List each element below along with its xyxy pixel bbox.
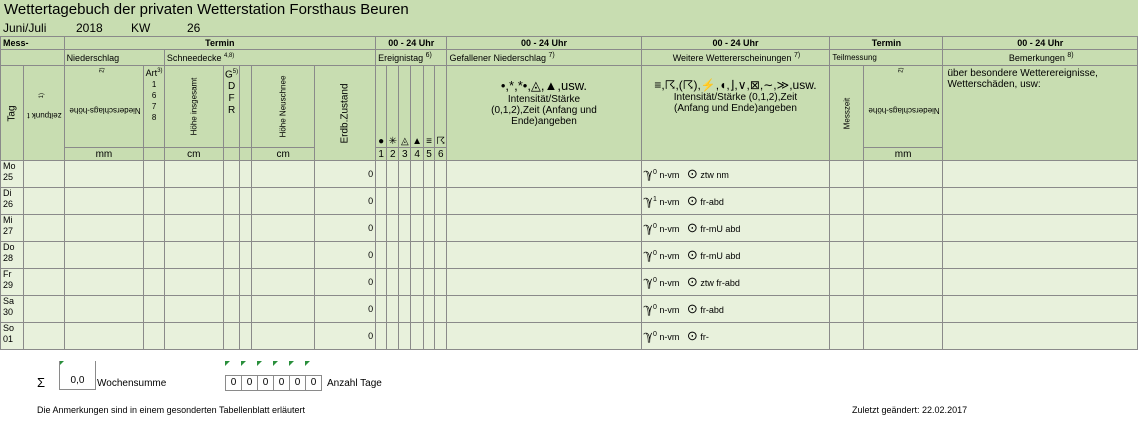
sun-ring-icon: ⊙: [686, 220, 698, 235]
ereignis-cell[interactable]: [376, 269, 387, 296]
messzeit-cell[interactable]: [830, 242, 863, 269]
data-cell[interactable]: [23, 269, 64, 296]
ereignis-cell[interactable]: [411, 296, 424, 323]
gefallener-cell[interactable]: [447, 188, 641, 215]
data-cell[interactable]: [223, 296, 240, 323]
nd-hoehe2-header: Niederschlags-höhe $^{2)}$: [863, 66, 943, 148]
count-box: 0: [305, 375, 322, 391]
unit-cm-neu: cm: [252, 148, 315, 161]
ereignis-cell[interactable]: [387, 242, 399, 269]
data-cell[interactable]: [64, 161, 144, 188]
data-cell[interactable]: [23, 242, 64, 269]
messzeit-cell[interactable]: [830, 188, 863, 215]
ereignis-cell[interactable]: [435, 269, 447, 296]
data-cell[interactable]: [223, 242, 240, 269]
bemerkung-cell[interactable]: [943, 161, 1138, 188]
ereignis-cell[interactable]: [423, 269, 434, 296]
teilmessung-header: Teilmessung: [830, 50, 943, 66]
ereignis-cell[interactable]: [435, 161, 447, 188]
data-cell[interactable]: [240, 296, 252, 323]
data-cell[interactable]: [23, 188, 64, 215]
ereignis-cell[interactable]: [387, 161, 399, 188]
ereignis-cell[interactable]: [435, 242, 447, 269]
data-cell[interactable]: [252, 296, 315, 323]
messzeit-cell[interactable]: [830, 296, 863, 323]
count-box: 0: [289, 375, 306, 391]
data-cell[interactable]: [144, 269, 165, 296]
gefallener-legend: •,*,*•,◬,▲,usw. Intensität/Stärke (0,1,2),Zeit (Anfang und Ende)angeben: [447, 66, 641, 161]
data-cell[interactable]: [252, 242, 315, 269]
dew-icon: ℽ: [643, 247, 653, 262]
data-cell[interactable]: [164, 242, 223, 269]
data-cell[interactable]: [240, 269, 252, 296]
data-cell[interactable]: [23, 323, 64, 350]
teil-nd-cell[interactable]: [863, 323, 943, 350]
gefallener-cell[interactable]: [447, 242, 641, 269]
messzeit-cell[interactable]: [830, 215, 863, 242]
uhr2-header: 00 - 24 Uhr: [447, 37, 641, 50]
data-cell[interactable]: [240, 242, 252, 269]
data-cell[interactable]: [252, 161, 315, 188]
data-cell[interactable]: [240, 188, 252, 215]
day-cell: Fr 29: [1, 269, 24, 296]
day-cell: Di 26: [1, 188, 24, 215]
ereignis-symbol-2: ✳: [387, 66, 399, 148]
gdfr-header: $G^{5)}$ D F R: [223, 66, 240, 148]
niederschlag-header: Niederschlag: [64, 50, 164, 66]
data-cell[interactable]: [252, 269, 315, 296]
count-box: 0: [225, 375, 242, 391]
ereignis-symbol-1: ●: [376, 66, 387, 148]
data-cell[interactable]: [223, 188, 240, 215]
gefallener-cell[interactable]: [447, 215, 641, 242]
ereignis-cell[interactable]: [376, 161, 387, 188]
ereignis-cell[interactable]: [411, 269, 424, 296]
ereignis-cell[interactable]: [399, 215, 411, 242]
ereignis-cell[interactable]: [399, 188, 411, 215]
ereignis-cell[interactable]: [387, 215, 399, 242]
data-cell[interactable]: [64, 215, 144, 242]
ereignis-cell[interactable]: [411, 242, 424, 269]
erdb-cell[interactable]: 0: [315, 215, 376, 242]
weitere-legend: ≡,☈,(☈),⚡,◖,⌋,∨,⊠,∼,≫,usw. Intensität/Stärke (0,1,2),Zeit (Anfang und Ende)angeben: [641, 66, 830, 161]
bemerkung-cell[interactable]: [943, 188, 1138, 215]
data-cell[interactable]: [64, 188, 144, 215]
ereignis-cell[interactable]: [399, 296, 411, 323]
ereignis-cell[interactable]: [423, 215, 434, 242]
bemerkungen-text: über besondere Wetterereignisse, Wetterschäden, usw:: [943, 66, 1138, 161]
ereignis-cell[interactable]: [411, 215, 424, 242]
teil-nd-cell[interactable]: [863, 215, 943, 242]
count-box: 0: [257, 375, 274, 391]
ereignis-num-3: 3: [399, 148, 411, 161]
erdb-cell[interactable]: 0: [315, 323, 376, 350]
bemerkung-cell[interactable]: [943, 323, 1138, 350]
data-cell[interactable]: [223, 269, 240, 296]
data-cell[interactable]: [144, 161, 165, 188]
data-cell[interactable]: [164, 215, 223, 242]
last-changed: Zuletzt geändert: 22.02.2017: [852, 405, 968, 415]
hoehe-neu-header: Höhe Neuschnee: [252, 66, 315, 148]
ereignis-cell[interactable]: [423, 296, 434, 323]
ereignis-cell[interactable]: [423, 323, 434, 350]
ereignis-num-5: 5: [423, 148, 434, 161]
table-row: [1, 215, 1138, 242]
unit-mm: mm: [64, 148, 144, 161]
ereignis-num-6: 6: [435, 148, 447, 161]
gefallener-cell[interactable]: [447, 161, 641, 188]
data-cell[interactable]: [23, 161, 64, 188]
data-cell[interactable]: [144, 296, 165, 323]
data-cell[interactable]: [64, 269, 144, 296]
dew-icon: ℽ: [643, 301, 653, 316]
year-value[interactable]: 2018: [76, 21, 103, 35]
data-cell[interactable]: [252, 215, 315, 242]
ereignis-cell[interactable]: [387, 188, 399, 215]
data-cell[interactable]: [23, 215, 64, 242]
dew-icon: ℽ: [643, 274, 653, 289]
weitere-cell[interactable]: ℽ$^0$ n-vm ⊙ ztw fr-abd: [641, 269, 830, 296]
erdb-cell[interactable]: 0: [315, 242, 376, 269]
hoehe-ges-header: Höhe insgesamt: [164, 66, 223, 148]
sun-ring-icon: ⊙: [686, 166, 698, 181]
dew-icon: ℽ: [643, 328, 653, 343]
bemerkung-cell[interactable]: [943, 296, 1138, 323]
uhr4-header: 00 - 24 Uhr: [943, 37, 1138, 50]
ereignis-cell[interactable]: [376, 188, 387, 215]
bemerkung-cell[interactable]: [943, 269, 1138, 296]
teil-nd-cell[interactable]: [863, 161, 943, 188]
weather-table: [0, 36, 1138, 350]
data-cell[interactable]: [223, 323, 240, 350]
uhr3-header: 00 - 24 Uhr: [641, 37, 830, 50]
dew-icon: ℽ: [643, 220, 653, 235]
teil-nd-cell[interactable]: [863, 242, 943, 269]
data-cell[interactable]: [23, 296, 64, 323]
day-cell: Mo 25: [1, 161, 24, 188]
data-cell[interactable]: [240, 215, 252, 242]
ereignis-cell[interactable]: [376, 215, 387, 242]
erdb-cell[interactable]: 0: [315, 188, 376, 215]
messzeit-header: Messzeit: [830, 66, 863, 161]
termin2-header: Termin: [830, 37, 943, 50]
wochensumme-label: Wochensumme: [97, 378, 167, 389]
period-label: Juni/Juli: [3, 21, 47, 35]
weitere-cell[interactable]: ℽ$^0$ n-vm ⊙ fr-mU abd: [641, 242, 830, 269]
data-cell[interactable]: [144, 242, 165, 269]
data-cell[interactable]: [164, 161, 223, 188]
dew-icon: ℽ: [643, 166, 653, 181]
gefallener-cell[interactable]: [447, 323, 641, 350]
ereignis-cell[interactable]: [423, 161, 434, 188]
teil-nd-cell[interactable]: [863, 269, 943, 296]
page-title: Wettertagebuch der privaten Wetterstation Forsthaus Beuren: [0, 0, 1138, 20]
unit-mm-2: mm: [863, 148, 943, 161]
period-bar: [0, 20, 1138, 36]
weitere-cell[interactable]: ℽ$^0$ n-vm ⊙ fr-mU abd: [641, 215, 830, 242]
kw-label: KW: [131, 21, 151, 35]
teil-nd-cell[interactable]: [863, 296, 943, 323]
data-cell[interactable]: [240, 161, 252, 188]
ereignis-symbol-3: ◬: [399, 66, 411, 148]
ereignis-cell[interactable]: [387, 269, 399, 296]
data-cell[interactable]: [144, 323, 165, 350]
ereignis-cell[interactable]: [387, 296, 399, 323]
anzahl-tage-label: Anzahl Tage: [327, 378, 382, 389]
sun-ring-icon: ⊙: [686, 193, 698, 208]
ereignis-cell[interactable]: [435, 296, 447, 323]
day-cell: Sa 30: [1, 296, 24, 323]
ereignis-cell[interactable]: [423, 242, 434, 269]
weitere-header: Weitere Wettererscheinungen $^{7)}$: [641, 50, 830, 66]
gefallener-header: Gefallener Niederschlag $^{7)}$: [447, 50, 641, 66]
weitere-cell[interactable]: ℽ$^0$ n-vm ⊙ fr-: [641, 323, 830, 350]
erdb-cell[interactable]: 0: [315, 161, 376, 188]
day-cell: Do 28: [1, 242, 24, 269]
data-cell[interactable]: [164, 188, 223, 215]
data-cell[interactable]: [64, 323, 144, 350]
table-row: [1, 296, 1138, 323]
gefallener-cell[interactable]: [447, 296, 641, 323]
data-cell[interactable]: [223, 215, 240, 242]
ereignis-cell[interactable]: [435, 215, 447, 242]
ereignis-num-1: 1: [376, 148, 387, 161]
data-cell[interactable]: [252, 188, 315, 215]
dew-icon: ℽ: [643, 193, 653, 208]
ereignis-cell[interactable]: [376, 242, 387, 269]
ereignis-cell[interactable]: [376, 296, 387, 323]
ereignis-cell[interactable]: [411, 161, 424, 188]
ereignis-symbol-5: ≡: [423, 66, 434, 148]
data-cell[interactable]: [64, 296, 144, 323]
table-row: [1, 323, 1138, 350]
ereignistag-header: Ereignistag $^{6)}$: [376, 50, 447, 66]
ereignis-cell[interactable]: [376, 323, 387, 350]
messzeit-cell[interactable]: [830, 269, 863, 296]
ereignis-cell[interactable]: [435, 323, 447, 350]
erdb-cell[interactable]: 0: [315, 269, 376, 296]
ereignis-cell[interactable]: [435, 188, 447, 215]
bemerkung-cell[interactable]: [943, 215, 1138, 242]
count-box: 0: [241, 375, 258, 391]
unit-cm: cm: [164, 148, 223, 161]
bemerkung-cell[interactable]: [943, 242, 1138, 269]
data-cell[interactable]: [164, 269, 223, 296]
weitere-cell[interactable]: ℽ$^1$ n-vm ⊙ fr-abd: [641, 188, 830, 215]
weitere-cell[interactable]: ℽ$^0$ n-vm ⊙ ztw nm: [641, 161, 830, 188]
ereignis-num-4: 4: [411, 148, 424, 161]
table-row: [1, 242, 1138, 269]
teil-nd-cell[interactable]: [863, 188, 943, 215]
data-cell[interactable]: [240, 323, 252, 350]
nd-hoehe-header: Niederschlags-höhe $^{2)}$: [64, 66, 144, 148]
count-box: 0: [273, 375, 290, 391]
ereignis-cell[interactable]: [399, 269, 411, 296]
schneedecke-header: Schneedecke $^{4,8)}$: [164, 50, 375, 66]
tag-header: Tag: [1, 66, 24, 161]
table-row: [1, 188, 1138, 215]
ereignis-cell[interactable]: [411, 188, 424, 215]
data-cell[interactable]: [223, 161, 240, 188]
day-cell: Mi 27: [1, 215, 24, 242]
art-header: Art$^{3)}$ 1 6 7 8: [144, 66, 165, 148]
weitere-cell[interactable]: ℽ$^0$ n-vm ⊙ fr-abd: [641, 296, 830, 323]
mess-header: Mess-: [1, 37, 65, 50]
zeitpunkt-header: zeitpunk $t^{1)}$: [23, 66, 64, 161]
wochensumme-value: 0,0: [59, 361, 96, 390]
ereignis-cell[interactable]: [387, 323, 399, 350]
day-cell: So 01: [1, 323, 24, 350]
data-cell[interactable]: [252, 323, 315, 350]
data-cell[interactable]: [164, 323, 223, 350]
sun-ring-icon: ⊙: [686, 274, 698, 289]
ereignis-num-2: 2: [387, 148, 399, 161]
table-row: [1, 161, 1138, 188]
ereignis-symbol-4: ▲: [411, 66, 424, 148]
gefallener-cell[interactable]: [447, 269, 641, 296]
ereignis-cell[interactable]: [399, 161, 411, 188]
ereignis-cell[interactable]: [411, 323, 424, 350]
ereignis-cell[interactable]: [399, 323, 411, 350]
messzeit-cell[interactable]: [830, 161, 863, 188]
data-cell[interactable]: [64, 242, 144, 269]
sigma-symbol: Σ: [37, 375, 46, 390]
ereignis-cell[interactable]: [423, 188, 434, 215]
bemerkungen-header: Bemerkungen $^{8)}$: [943, 50, 1138, 66]
termin-header: Termin: [64, 37, 376, 50]
uhr1-header: 00 - 24 Uhr: [376, 37, 447, 50]
data-cell[interactable]: [144, 215, 165, 242]
kw-value[interactable]: 26: [187, 21, 201, 35]
data-cell[interactable]: [144, 188, 165, 215]
erdb-cell[interactable]: 0: [315, 296, 376, 323]
ereignis-cell[interactable]: [399, 242, 411, 269]
sun-ring-icon: ⊙: [686, 328, 698, 343]
ereignis-symbol-6: ☈: [435, 66, 447, 148]
erdb-header: Erdb.Zustand: [315, 66, 376, 161]
messzeit-cell[interactable]: [830, 323, 863, 350]
table-row: [1, 269, 1138, 296]
data-cell[interactable]: [164, 296, 223, 323]
sun-ring-icon: ⊙: [686, 301, 698, 316]
sun-ring-icon: ⊙: [686, 247, 698, 262]
footnote: Die Anmerkungen sind in einem gesonderten Tabellenblatt erläutert: [37, 405, 306, 415]
